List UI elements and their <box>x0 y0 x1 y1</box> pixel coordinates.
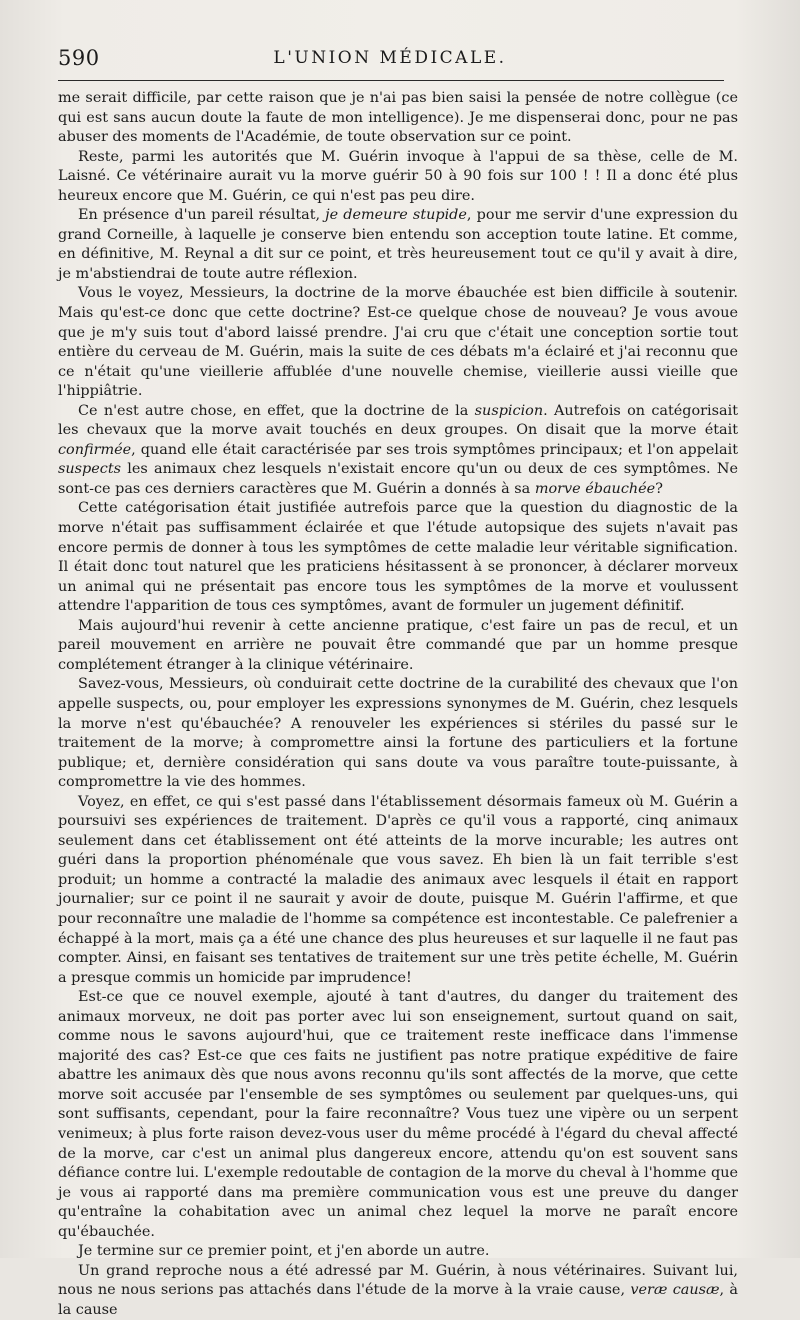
paragraph-5-part-5: ? <box>655 480 663 497</box>
quote-corneille: je demeure stupide <box>325 207 467 224</box>
term-verae-causae: veræ causæ <box>630 1282 720 1299</box>
paragraph-5 <box>58 402 738 500</box>
paragraph-12-after: , à la cause <box>58 1282 738 1318</box>
paragraph-4: Vous le voyez, Messieurs, la doctrine de la morve ébauchée est bien difficile à soutenir. Mais qu'est-ce donc que cette doctrine? Est-ce quelque chose de nouveau? Je vous avoue que je m'y suis tout d'abord laissé prendre. J'ai cru que c'était une conception sortie tout entière du cerveau de M. Guérin, mais la suite de ces débats m'a éclairé et j'ai reconnu que ce n'était qu'une vieillerie affublée d'une nouvelle chemise, vieillerie aussi vieille que l'hippiâtrie. <box>58 285 738 400</box>
paragraph-5-part-4: les animaux chez lesquels n'existait encore qu'un ou deux de ces symptômes. Ne sont-ce pas ces derniers caractères que M. Guérin a donnés à sa <box>58 461 738 497</box>
term-suspicion: suspicion <box>474 402 544 419</box>
paragraph-5-part-3: , quand elle était caractérisée par ses trois symptômes principaux; et l'on appelait <box>131 441 738 458</box>
paragraph-1: me serait difficile, par cette raison que je n'ai pas bien saisi la pensée de notre collègue (ce qui est sans aucun doute la faute de mon intelligence). Je me dispenserai donc, pour ne pas abuser des moments de l'Académie, de toute observation sur ce point. <box>58 90 738 146</box>
paragraph-2: Reste, parmi les autorités que M. Guérin invoque à l'appui de sa thèse, celle de M. Laisné. Ce vétérinaire aurait vu la morve guérir 50 à 90 fois sur 100 ! ! Il a donc été plus heureux encore que M. Guérin, ce qui n'est pas peu dire. <box>58 148 738 204</box>
paragraph-5-part-1: Ce n'est autre chose, en effet, que la doctrine de la <box>78 402 475 419</box>
header-rule <box>58 80 724 81</box>
term-suspects: suspects <box>58 461 121 478</box>
paragraph-3 <box>58 206 738 284</box>
paragraph-6: Cette catégorisation était justifiée autrefois parce que la question du diagnostic de la morve n'était pas suffisamment éclairée et que l'étude autopsique des sujets n'avait pas encore permis de donner à tous les symptômes de cette maladie leur véritable signification. Il était donc tout naturel que les praticiens hésitassent à se prononcer, à déclarer morveux un animal qui ne présentait pas encore tous les symptômes de la morve et voulussent attendre l'apparition de tous ces symptômes, avant de formuler un jugement définitif. <box>58 500 738 615</box>
paragraph-3-after: , pour me servir d'une expression du grand Corneille, à laquelle je conserve bien entendu son acception toute latine. Et comme, en définitive, M. Reynal a dit sur ce point, et très heureusement tout ce qu'il y avait à dire, je m'abstiendrai de toute autre réflexion. <box>58 207 739 282</box>
paragraph-9: Voyez, en effet, ce qui s'est passé dans l'établissement désormais fameux où M. Guérin a poursuivi ses expériences de traitement. D'après ce qu'il vous a rapporté, cinq animaux seulement dans cet établissement ont été atteints de la morve incurable; les autres ont guéri dans la proportion phénoménale que vous savez. Eh bien là un fait terrible s'est produit; un homme a contracté la maladie des animaux avec lesquels il était en rapport journalier; sur ce point il ne saurait y avoir de doute, puisque M. Guérin l'affirme, et que pour reconnaître une maladie de l'homme sa compétence est incontestable. Ce palefrenier a échappé à la mort, mais ça a été une chance des plus heureuses et sur laquelle il ne faut pas compter. Ainsi, en faisant ses tentatives de traitement sur une très petite échelle, M. Guérin a presque commis un homicide par imprudence! <box>58 793 738 986</box>
paragraph-5-part-2: . Autrefois on catégorisait les chevaux que la morve avait touchés en deux groupes. On disait que la morve était <box>58 402 738 439</box>
article-body <box>58 89 738 1320</box>
paragraph-11: Je termine sur ce premier point, et j'en aborde un autre. <box>78 1243 490 1260</box>
paragraph-3-before: En présence d'un pareil résultat, <box>78 207 326 224</box>
paragraph-10: Est-ce que ce nouvel exemple, ajouté à tant d'autres, du danger du traitement des animaux morveux, ne doit pas porter avec lui son enseignement, surtout quand on sait, comme nous le savons aujourd'hui, que ce traitement reste inefficace dans l'immense majorité des cas? Est-ce que ces faits ne justifient pas notre pratique expéditive de faire abattre les animaux dès que nous avons reconnu qu'ils sont affectés de la morve, que cette morve soit accusée par l'ensemble de ses symptômes ou seulement par quelques-uns, qui sont suffisants, cependant, pour la faire reconnaître? Vous tuez une vipère ou un serpent venimeux; à plus forte raison devez-vous user du même procédé à l'égard du cheval affecté de la morve, car c'est un animal plus dangereux encore, attendu qu'on est souvent sans défiance contre lui. L'exemple redoutable de contagion de la morve du cheval à l'homme que je vous ai rapporté dans ma première communication vous est une preuve du danger qu'entraîne la cohabitation avec un animal chez lequel la morve ne paraît encore qu'ébauchée. <box>58 989 738 1240</box>
paragraph-12-before: Un grand reproche nous a été adressé par M. Guérin, à nous vétérinaires. Suivant lui, nous ne nous serions pas attachés dans l'étude de la morve à la vraie cause, <box>58 1262 738 1299</box>
running-title: L'UNION MÉDICALE. <box>273 48 507 68</box>
page-header <box>58 42 722 76</box>
term-morve-ebauchee: morve ébauchée <box>534 480 656 497</box>
paragraph-8: Savez-vous, Messieurs, où conduirait cette doctrine de la curabilité des chevaux que l'on appelle suspects, ou, pour employer les expressions synonymes de M. Guérin, chez lesquels la morve n'est qu'ébauchée? A renouveler les expériences si stériles du passé sur le traitement de la morve; à compromettre ainsi la fortune des particuliers et la fortune publique; et, dernière considération qui sans doute va vous paraître toute-puissante, à compromettre la vie des hommes. <box>58 676 738 791</box>
paragraph-12 <box>58 1262 738 1320</box>
page-number: 590 <box>58 46 100 70</box>
term-confirmee: confirmée <box>58 441 132 458</box>
paragraph-7: Mais aujourd'hui revenir à cette ancienne pratique, c'est faire un pas de recul, et un pareil mouvement en arrière ne pouvait être commandé que par un homme presque complétement étranger à la clinique vétérinaire. <box>58 617 738 673</box>
